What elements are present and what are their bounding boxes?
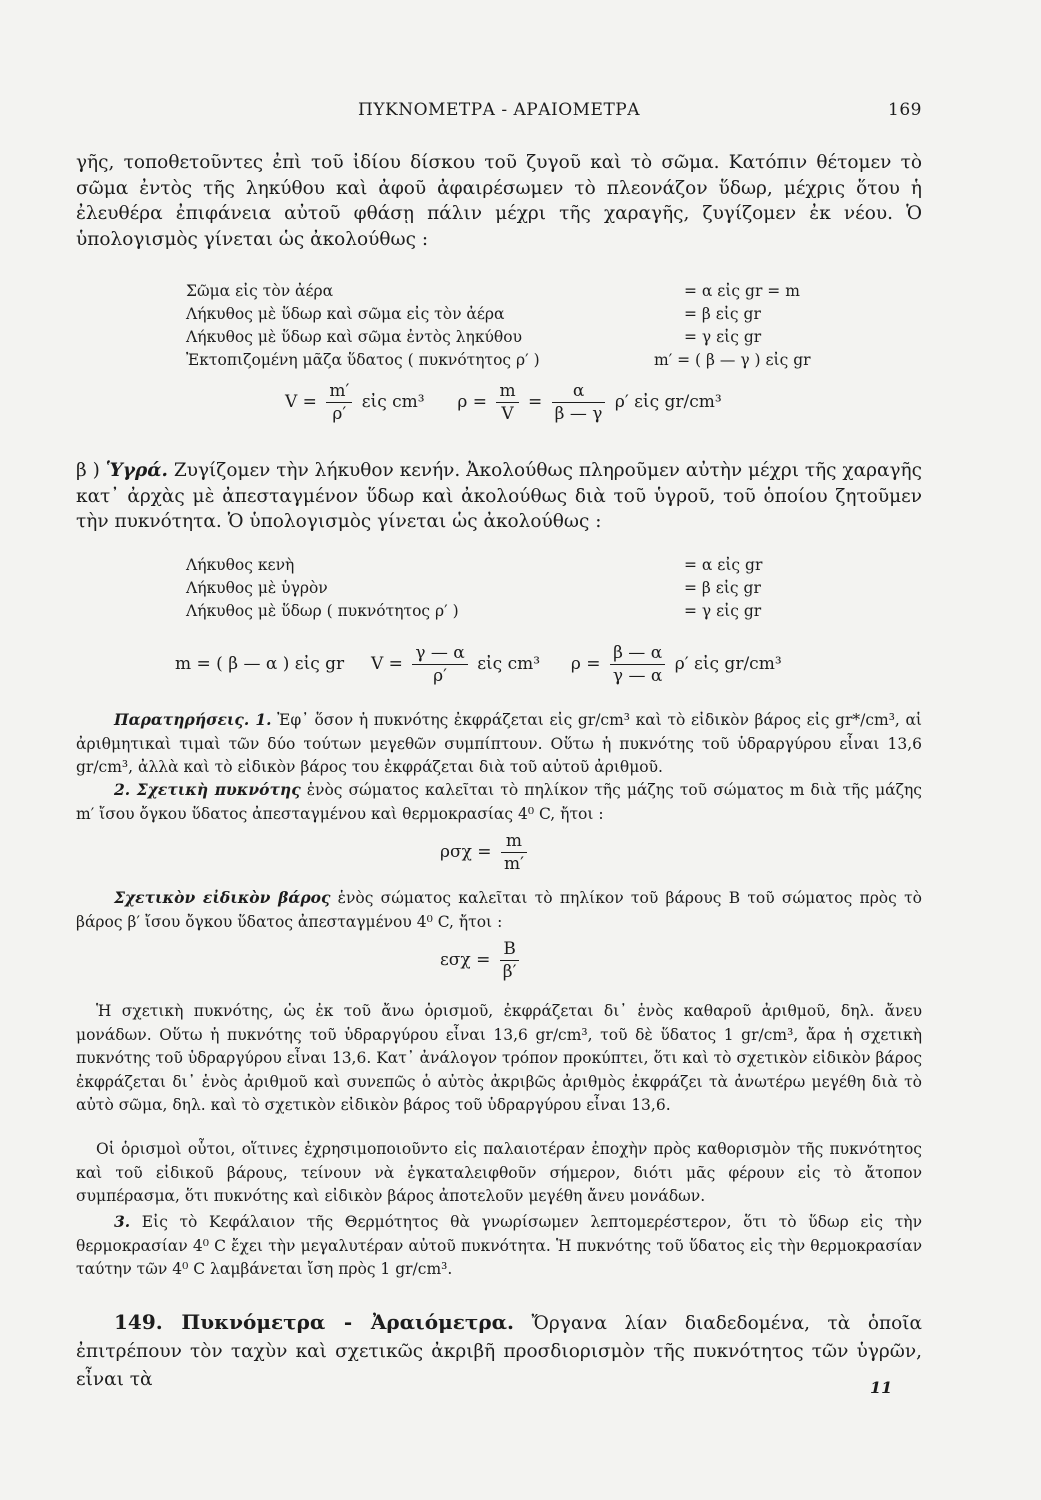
note-2b-label: Σχετικὸν εἰδικὸν βάρος	[114, 888, 331, 907]
formula-relative-specific-weight	[440, 938, 523, 983]
fraction	[500, 938, 520, 983]
fraction	[552, 380, 606, 425]
formula-term: m = ( β — α ) εἰς gr	[175, 654, 345, 674]
formula-term: εἰς cm³	[361, 392, 425, 412]
numerator: m′	[326, 380, 352, 403]
table-row-label: Λήκυθος μὲ ὕδωρ ( πυκνότητος ρ′ )	[186, 602, 459, 620]
formula-term: ρ′ εἰς gr/cm³	[674, 654, 782, 674]
header-title: ΠΥΚΝΟΜΕΤΡΑ - ΑΡΑΙΟΜΕΤΡΑ	[358, 100, 640, 120]
formula-relative-density	[440, 830, 531, 875]
table-row-value: m′ = ( β — γ ) εἰς gr	[654, 351, 811, 369]
formula-term: ρσχ =	[440, 842, 492, 862]
numerator: m	[496, 380, 518, 403]
relative-density-paragraph: Ἡ σχετικὴ πυκνότης, ὡς ἐκ τοῦ ἄνω ὁρισμοῦ, ἐκφράζεται δι᾽ ἑνὸς καθαροῦ ἀριθμοῦ, δηλ. ἄνευ μονάδων. Οὕτω ἡ πυκνότης τοῦ ὑδραργύρου εἶναι 13,6 gr/cm³, τοῦ δὲ ὕδατος 1 gr/cm³, ἄρα ἡ σχετικὴ πυκνότης τοῦ ὑδραργύρου εἶναι 13,6. Κατ᾽ ἀνάλογον τρόπον προκύπτει, ὅτι καὶ τὸ σχετικὸν εἰδικὸν βάρος ἐκφράζεται δι᾽ ἑνὸς ἀριθμοῦ καὶ συνεπῶς ὁ αὐτὸς ἀκριβῶς ἀριθμὸς ἐκφράζει τὰ ἀνωτέρω μεγέθη διὰ τὸ αὐτὸ σῶμα, δηλ. καὶ τὸ σχετικὸν εἰδικὸν βάρος τοῦ ὑδραργύρου εἶναι 13,6.	[76, 1002, 922, 1114]
table-row-value: = α εἰς gr = m	[684, 282, 800, 300]
formula-term: V =	[370, 654, 403, 674]
formula-term: ρ =	[457, 392, 488, 412]
section-149-heading: 149. Πυκνόμετρα - Ἀραιόμετρα.	[114, 1310, 514, 1334]
page-number: 169	[888, 100, 922, 120]
section-149	[76, 1308, 922, 1394]
table-row-value: = β εἰς gr	[684, 305, 761, 323]
numerator: γ — α	[412, 642, 467, 665]
formula-term: εσχ =	[440, 950, 491, 970]
numerator: m	[501, 830, 527, 853]
note-2-text: ἑνὸς σώματος καλεῖται τὸ πηλίκον τῆς μάζης τοῦ σώματος m διὰ τῆς μάζης m′ ἴσου ὄγκου ὕδατος ἀπεσταγμένου καὶ θερμοκρασίας 4⁰ C, ἤτοι :	[76, 781, 922, 823]
note-1-label: Παρατηρήσεις. 1.	[114, 710, 272, 729]
table-row-label: Σῶμα εἰς τὸν ἀέρα	[186, 282, 334, 300]
fraction	[501, 830, 527, 875]
section-149-text: Ὄργανα λίαν διαδεδομένα, τὰ ὁποῖα ἐπιτρέπουν τὸν ταχὺν καὶ σχετικῶς ἀκριβῆ προσδιορισμὸν τῆς πυκνότητος τῶν ὑγρῶν, εἶναι τὰ	[76, 1313, 923, 1390]
formula-term: εἰς cm³	[477, 654, 541, 674]
denominator: V	[501, 404, 514, 424]
table-row-value: = γ εἰς gr	[684, 602, 762, 620]
formula-term: ρ′ εἰς gr/cm³	[614, 392, 722, 412]
fraction	[412, 642, 467, 687]
numerator: α	[552, 380, 606, 403]
note-3-label: 3.	[114, 1212, 131, 1231]
fraction	[326, 380, 352, 425]
denominator: ρ′	[433, 666, 447, 686]
numerator: β — α	[610, 642, 665, 665]
formula-term: V =	[285, 392, 317, 412]
fraction	[610, 642, 665, 687]
fraction	[496, 380, 518, 425]
signature-mark: 11	[870, 1378, 893, 1397]
definitions-paragraph: Οἱ ὁρισμοὶ οὗτοι, οἵτινες ἐχρησιμοποιοῦντο εἰς παλαιοτέραν ἐποχὴν πρὸς καθορισμὸν τῆς πυκνότητος καὶ τοῦ εἰδικοῦ βάρους, τείνουν νὰ ἐγκαταλειφθοῦν σήμερον, διότι μᾶς φέρουν εἰς τὸ ἄτοπον συμπέρασμα, ὅτι πυκνότης καὶ εἰδικὸν βάρος ἀποτελοῦν μεγέθη ἄνευ μονάδων.	[76, 1140, 922, 1205]
note-2b	[76, 886, 922, 934]
table-row-label: Λήκυθος μὲ ὕδωρ καὶ σῶμα εἰς τὸν ἀέρα	[186, 305, 505, 323]
denominator: m′	[503, 854, 524, 874]
table-row-label: Λήκυθος κενὴ	[186, 556, 295, 574]
table-row-value: = β εἰς gr	[684, 579, 761, 597]
note-2-label: 2. Σχετικὴ πυκνότης	[114, 780, 301, 799]
intro-paragraph: γῆς, τοποθετοῦντες ἐπὶ τοῦ ἰδίου δίσκου τοῦ ζυγοῦ καὶ τὸ σῶμα. Κατόπιν θέτομεν τὸ σῶμα ἐντὸς τῆς ληκύθου καὶ ἀφοῦ ἀφαιρέσωμεν τὸ πλεονάζον ὕδωρ, μέχρις ὅτου ἡ ἐλευθέρα ἐπιφάνεια αὐτοῦ φθάσῃ πάλιν μέχρι τῆς χαραγῆς, ζυγίζομεν ἐκ νέου. Ὁ ὑπολογισμὸς γίνεται ὡς ἀκολούθως :	[76, 152, 922, 250]
denominator: β′	[502, 962, 517, 982]
section-b-title: Ὑγρά.	[105, 460, 168, 481]
formula-volume-density-solid	[285, 380, 722, 425]
note-2b-text: ἑνὸς σώματος καλεῖται τὸ πηλίκον τοῦ βάρους B τοῦ σώματος πρὸς τὸ βάρος β′ ἴσου ὄγκου ὕδατος ἀπεσταγμένου 4⁰ C, ἤτοι :	[76, 889, 922, 931]
denominator: γ — α	[612, 666, 663, 686]
formula-term: ρ =	[570, 654, 601, 674]
note-1-text: Ἐφ᾽ ὅσον ἡ πυκνότης ἐκφράζεται εἰς gr/cm³ καὶ τὸ εἰδικὸν βάρος εἰς gr*/cm³, αἱ ἀριθμητικαὶ τιμαὶ τῶν δύο τούτων μεγεθῶν συμπίπτουν. Οὕτω ἡ πυκνότης τοῦ ὑδραργύρου εἶναι 13,6 gr/cm³, ἀλλὰ καὶ τὸ εἰδικὸν βάρος του ἐκφράζεται διὰ τοῦ αὐτοῦ ἀριθμοῦ.	[76, 711, 922, 776]
section-b-paragraph	[76, 458, 922, 535]
note-3	[76, 1210, 922, 1282]
numerator: B	[500, 938, 520, 961]
table-row-value: = α εἰς gr	[684, 556, 763, 574]
table-row-value: = γ εἰς gr	[684, 328, 762, 346]
section-b-label: β )	[76, 460, 100, 481]
table-row-label: Λήκυθος μὲ ὕδωρ καὶ σῶμα ἐντὸς ληκύθου	[186, 328, 523, 346]
table-row-label: Ἐκτοπιζομένη μᾶζα ὕδατος ( πυκνότητος ρ′ )	[186, 351, 540, 369]
formula-volume-density-liquid	[175, 642, 782, 687]
formula-term: =	[528, 392, 543, 412]
table-row-label: Λήκυθος μὲ ὑγρὸν	[186, 579, 328, 597]
note-2	[76, 778, 922, 826]
section-b-text: Ζυγίζομεν τὴν λήκυθον κενήν. Ἀκολούθως πληροῦμεν αὐτὴν μέχρι τῆς χαραγῆς κατ᾽ ἀρχὰς μὲ ἀπεσταγμένον ὕδωρ καὶ ἀκολούθως διὰ τοῦ ὑγροῦ, τοῦ ὁποίου ζητοῦμεν τὴν πυκνότητα. Ὁ ὑπολογισμὸς γίνεται ὡς ἀκολούθως :	[76, 460, 922, 533]
note-1	[76, 708, 922, 780]
note-3-text: Εἰς τὸ Κεφάλαιον τῆς Θερμότητος θὰ γνωρίσωμεν λεπτομερέστερον, ὅτι τὸ ὕδωρ εἰς τὴν θερμοκρασίαν 4⁰ C ἔχει τὴν μεγαλυτέραν αὐτοῦ πυκνότητα. Ἡ πυκνότης τοῦ ὕδατος εἰς τὴν θερμοκρασίαν ταύτην τῶν 4⁰ C λαμβάνεται ἴση πρὸς 1 gr/cm³.	[76, 1213, 922, 1278]
denominator: β — γ	[554, 404, 603, 424]
denominator: ρ′	[332, 404, 347, 424]
